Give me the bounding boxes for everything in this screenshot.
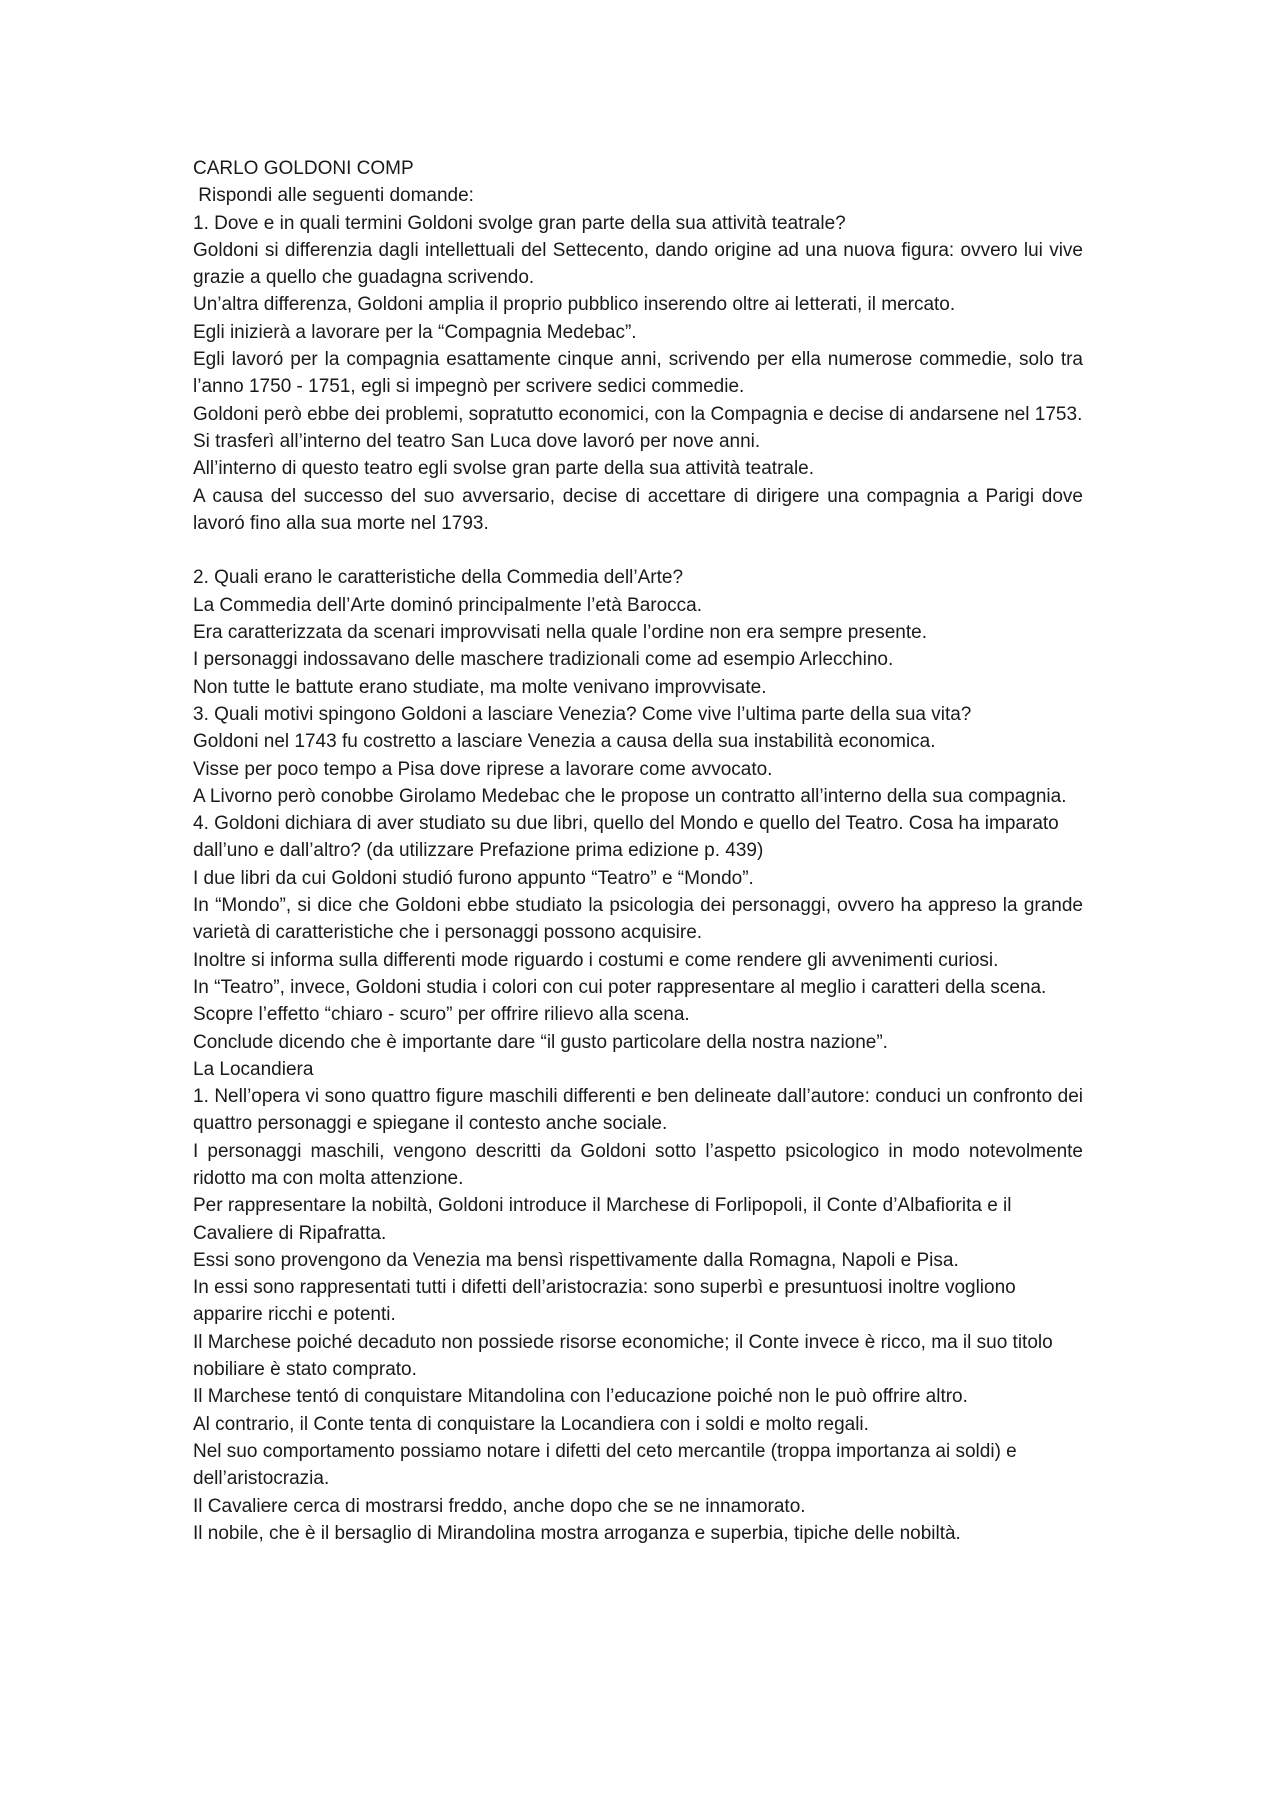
paragraph: Inoltre si informa sulla differenti mode riguardo i costumi e come rendere gli avvenimenti curiosi. — [193, 949, 999, 971]
document-page — [193, 155, 1083, 1547]
paragraph: Per rappresentare la nobiltà, Goldoni introduce il Marchese di Forlipopoli, il Conte d’Albafiorita e il Cavaliere di Ripafratta. — [193, 1195, 1012, 1244]
paragraph: Egli lavoró per la compagnia esattamente cinque anni, scrivendo per ella numerose commedie, solo tra l’anno 1750 - 1751, egli si impegnò per scrivere sedici commedie. — [193, 349, 1083, 398]
paragraph: Il nobile, che è il bersaglio di Mirandolina mostra arroganza e superbia, tipiche delle nobiltà. — [193, 1522, 961, 1544]
locandiera-question-1: 1. Nell’opera vi sono quattro figure maschili differenti e ben delineate dall’autore: conduci un confronto dei quattro personaggi e spiegane il contesto anche sociale. — [193, 1086, 1083, 1135]
paragraph: Nel suo comportamento possiamo notare i difetti del ceto mercantile (troppa importanza ai soldi) e dell’aristocrazia. — [193, 1440, 1017, 1490]
document-title: CARLO GOLDONI COMP — [193, 158, 414, 179]
paragraph: Si trasferì all’interno del teatro San Luca dove lavoró per nove anni. — [193, 430, 761, 452]
paragraph: A Livorno però conobbe Girolamo Medebac che le propose un contratto all’interno della sua compagnia. — [193, 785, 1067, 807]
paragraph: Goldoni nel 1743 fu costretto a lasciare Venezia a causa della sua instabilità economica. — [193, 731, 936, 753]
paragraph: All’interno di questo teatro egli svolse gran parte della sua attività teatrale. — [193, 458, 815, 480]
paragraph: La Commedia dell’Arte dominó principalmente l’età Barocca. — [193, 594, 703, 616]
paragraph: Goldoni però ebbe dei problemi, sopratutto economici, con la Compagnia e decise di andarsene nel 1753. — [193, 403, 1083, 425]
paragraph: I personaggi indossavano delle maschere tradizionali come ad esempio Arlecchino. — [193, 649, 894, 671]
paragraph: I personaggi maschili, vengono descritti da Goldoni sotto l’aspetto psicologico in modo notevolmente ridotto ma con molta attenzione. — [193, 1140, 1083, 1189]
paragraph: Non tutte le battute erano studiate, ma molte venivano improvvisate. — [193, 676, 767, 698]
paragraph: In essi sono rappresentati tutti i difetti dell’aristocrazia: sono superbì e presuntuosi inoltre vogliono apparire ricchi e potenti. — [193, 1277, 1016, 1326]
paragraph: In “Teatro”, invece, Goldoni studia i colori con cui poter rappresentare al meglio i caratteri della scena. — [193, 976, 1047, 998]
question-2: 2. Quali erano le caratteristiche della Commedia dell’Arte? — [193, 567, 684, 589]
paragraph: Al contrario, il Conte tenta di conquistare la Locandiera con i soldi e molto regali. — [193, 1413, 869, 1435]
question-4: 4. Goldoni dichiara di aver studiato su due libri, quello del Mondo e quello del Teatro. Cosa ha imparato dall’uno e dall’altro? (da utilizzare Prefazione prima edizione p. 439) — [193, 813, 1059, 862]
blank-line — [193, 537, 1083, 564]
locandiera-heading: La Locandiera — [193, 1058, 314, 1080]
paragraph: I due libri da cui Goldoni studió furono appunto “Teatro” e “Mondo”. — [193, 867, 754, 889]
question-3: 3. Quali motivi spingono Goldoni a lasciare Venezia? Come vive l’ultima parte della sua vita? — [193, 703, 972, 725]
paragraph: Essi sono provengono da Venezia ma bensì rispettivamente dalla Romagna, Napoli e Pisa. — [193, 1249, 959, 1271]
instructions: Rispondi alle seguenti domande: — [193, 185, 474, 207]
paragraph: Scopre l’effetto “chiaro - scuro” per offrire rilievo alla scena. — [193, 1004, 690, 1026]
question-1: 1. Dove e in quali termini Goldoni svolge gran parte della sua attività teatrale? — [193, 212, 846, 234]
paragraph: Egli inizierà a lavorare per la “Compagnia Medebac”. — [193, 321, 637, 343]
paragraph: Il Marchese tentó di conquistare Mitandolina con l’educazione poiché non le può offrire altro. — [193, 1386, 968, 1408]
paragraph: Il Marchese poiché decaduto non possiede risorse economiche; il Conte invece è ricco, ma il suo titolo nobiliare è stato comprato. — [193, 1331, 1053, 1381]
paragraph: Il Cavaliere cerca di mostrarsi freddo, anche dopo che se ne innamorato. — [193, 1495, 806, 1517]
paragraph: Un’altra differenza, Goldoni amplia il proprio pubblico inserendo oltre ai letterati, il mercato. — [193, 294, 956, 316]
paragraph: Visse per poco tempo a Pisa dove riprese a lavorare come avvocato. — [193, 758, 773, 780]
paragraph: Era caratterizzata da scenari improvvisati nella quale l’ordine non era sempre presente. — [193, 622, 927, 644]
paragraph: A causa del successo del suo avversario, decise di accettare di dirigere una compagnia a Parigi dove lavoró fino alla sua morte nel 1793. — [193, 485, 1083, 534]
paragraph: Goldoni si differenzia dagli intellettuali del Settecento, dando origine ad una nuova figura: ovvero lui vive grazie a quello che guadagna scrivendo. — [193, 239, 1083, 289]
paragraph: Conclude dicendo che è importante dare “il gusto particolare della nostra nazione”. — [193, 1031, 888, 1053]
paragraph: In “Mondo”, si dice che Goldoni ebbe studiato la psicologia dei personaggi, ovvero ha appreso la grande varietà di caratteristiche che i personaggi possono acquisire. — [193, 895, 1083, 944]
